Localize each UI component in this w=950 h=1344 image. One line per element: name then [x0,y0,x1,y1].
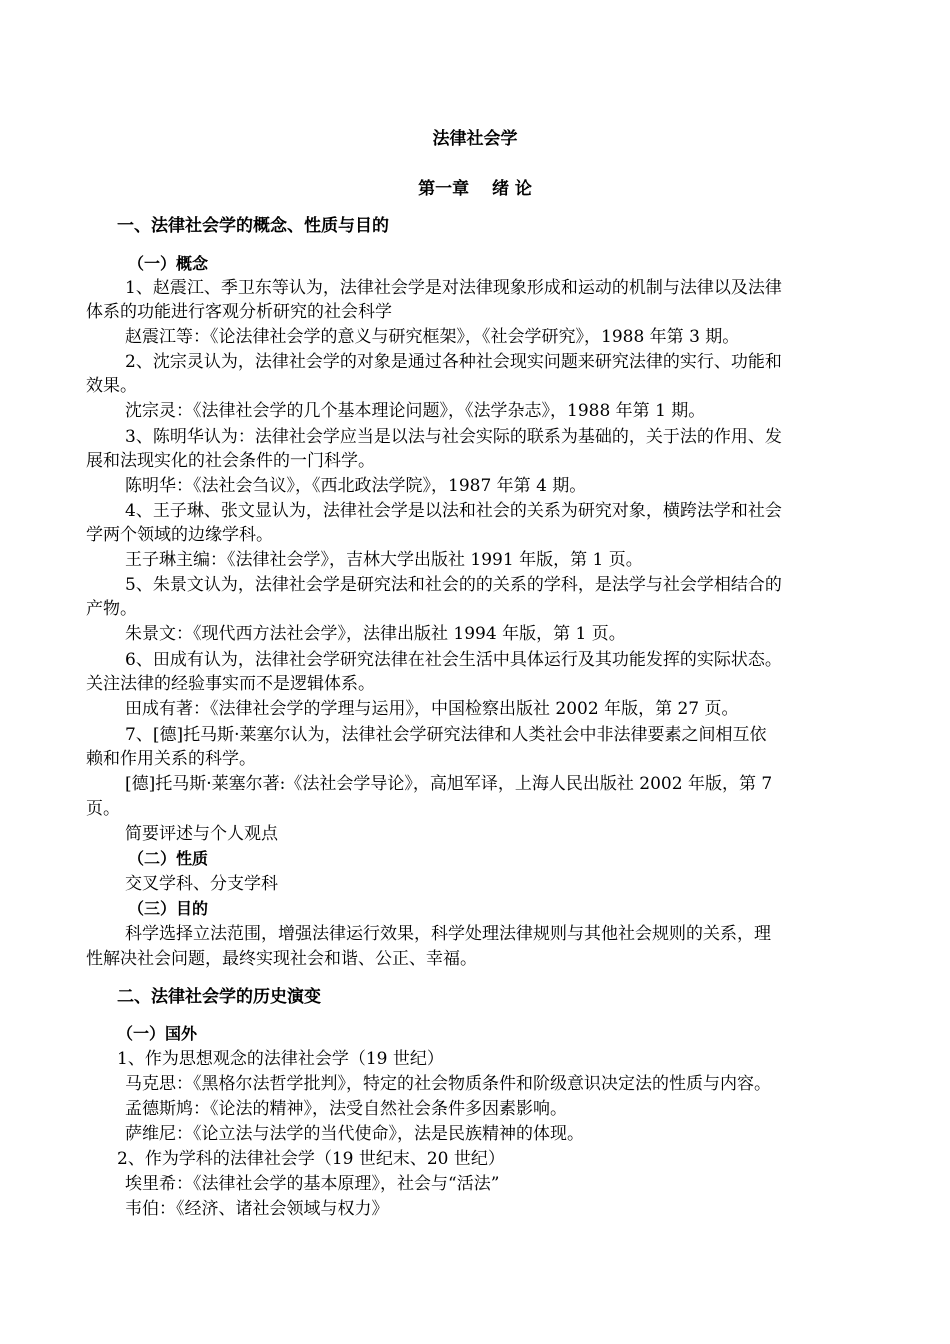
nature-text: 交叉学科、分支学科 [125,874,278,894]
paragraph-line: 5、朱景文认为，法律社会学是研究法和社会的的关系的学科，是法学与社会学相结合的 [125,575,782,595]
document-title: 法律社会学 [432,129,518,149]
paragraph-line: 学两个领域的边缘学科。 [86,525,273,545]
reference-line: 赵震江等：《论法律社会学的意义与研究框架》，《社会学研究》，1988 年第 3 期。 [125,327,740,347]
chapter-title: 第一章 绪 论 [418,179,532,199]
list-item: 埃里希：《法律社会学的基本原理》，社会与“活法” [125,1174,500,1194]
paragraph-line: 科学选择立法范围，增强法律运行效果，科学处理法律规则与其他社会规则的关系，理 [125,924,771,944]
paragraph-line: 7、[德]托马斯·莱塞尔认为，法律社会学研究法律和人类社会中非法律要素之间相互依 [125,725,767,745]
paragraph-line: 4、王子琳、张文显认为，法律社会学是以法和社会的关系为研究对象，横跨法学和社会 [125,501,782,521]
list-item: 2、作为学科的法律社会学（19 世纪末、20 世纪） [117,1149,505,1169]
section-heading-2: 二、法律社会学的历史演变 [117,987,321,1007]
list-item: 萨维尼：《论立法与法学的当代使命》，法是民族精神的体现。 [125,1124,584,1144]
subsection-heading-purpose: （三）目的 [128,899,209,918]
summary-line: 简要评述与个人观点 [125,824,278,844]
paragraph-line: 性解决社会问题，最终实现社会和谐、公正、幸福。 [86,949,477,969]
reference-line: 田成有著：《法律社会学的学理与运用》，中国检察出版社 2002 年版，第 27 页。 [125,699,739,719]
subsection-heading-nature: （二）性质 [128,849,209,868]
paragraph-line: 展和法现实化的社会条件的一门科学。 [86,451,375,471]
list-item: 孟德斯鸠：《论法的精神》，法受自然社会条件多因素影响。 [125,1099,567,1119]
reference-line: 沈宗灵：《法律社会学的几个基本理论问题》，《法学杂志》，1988 年第 1 期。 [125,401,706,421]
subsection-heading-concept: （一）概念 [128,254,209,273]
list-item: 1、作为思想观念的法律社会学（19 世纪） [117,1049,444,1069]
paragraph-line: 1、赵震江、季卫东等认为，法律社会学是对法律现象形成和运动的机制与法律以及法律 [125,278,782,298]
paragraph-line: 2、沈宗灵认为，法律社会学的对象是通过各种社会现实问题来研究法律的实行、功能和 [125,352,782,372]
paragraph-line: 效果。 [86,376,137,396]
paragraph-line: 赖和作用关系的科学。 [86,749,256,769]
paragraph-line: 关注法律的经验事实而不是逻辑体系。 [86,674,375,694]
paragraph-line: 6、田成有认为，法律社会学研究法律在社会生活中具体运行及其功能发挥的实际状态。 [125,650,782,670]
subsection-heading-abroad: （一）国外 [117,1024,198,1043]
reference-line: 王子琳主编：《法律社会学》，吉林大学出版社 1991 年版，第 1 页。 [125,550,643,570]
reference-line: 陈明华：《法社会刍议》，《西北政法学院》，1987 年第 4 期。 [125,476,587,496]
paragraph-line: 体系的功能进行客观分析研究的社会科学 [86,302,392,322]
section-heading-1: 一、法律社会学的概念、性质与目的 [117,216,389,236]
list-item: 韦伯：《经济、诸社会领域与权力》 [125,1199,389,1219]
list-item: 马克思：《黑格尔法哲学批判》，特定的社会物质条件和阶级意识决定法的性质与内容。 [125,1074,771,1094]
reference-line: 朱景文：《现代西方法社会学》，法律出版社 1994 年版，第 1 页。 [125,624,626,644]
reference-line: 页。 [86,799,120,819]
paragraph-line: 产物。 [86,599,137,619]
paragraph-line: 3、陈明华认为：法律社会学应当是以法与社会实际的联系为基础的，关于法的作用、发 [125,427,782,447]
reference-line: [德]托马斯·莱塞尔著:《法社会学导论》，高旭军译，上海人民出版社 2002 年版，第 7 [125,774,773,794]
